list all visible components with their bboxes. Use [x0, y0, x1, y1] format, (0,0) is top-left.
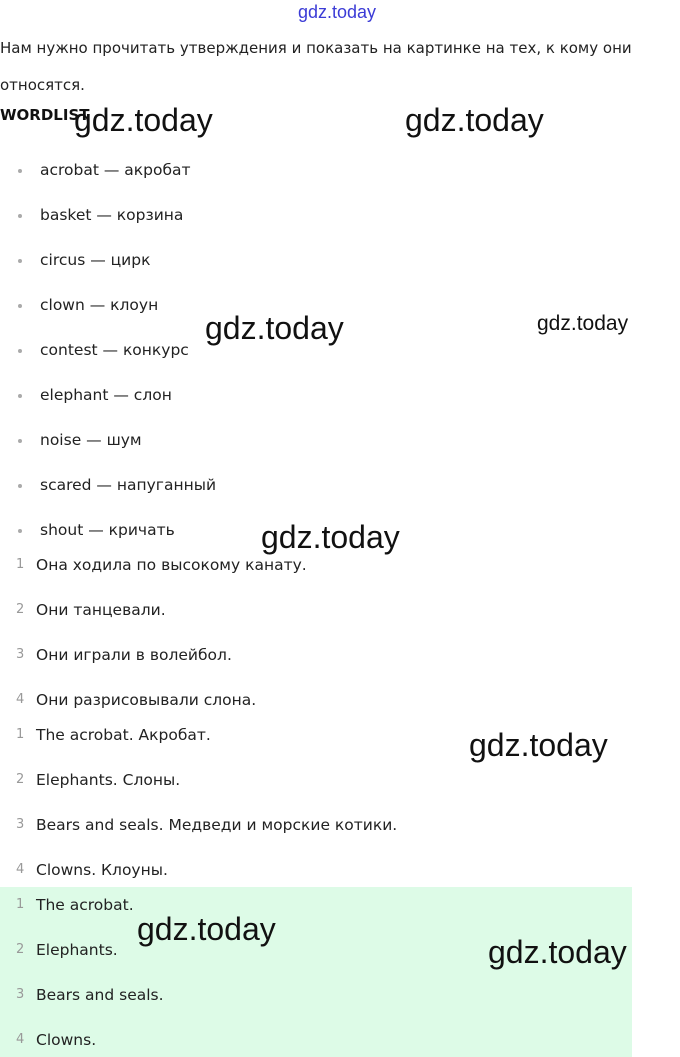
watermark: gdz.today — [537, 312, 629, 335]
watermark: gdz.today — [261, 519, 400, 555]
bullet-icon — [18, 214, 22, 218]
bullet-icon — [18, 439, 22, 443]
bullet-icon — [18, 484, 22, 488]
bullet-icon — [18, 169, 22, 173]
bullet-icon — [18, 304, 22, 308]
watermark: gdz.today — [469, 727, 608, 763]
watermark: gdz.today — [405, 102, 544, 138]
watermark: gdz.today — [298, 2, 377, 22]
intro-text — [0, 30, 680, 104]
bullet-icon — [18, 394, 22, 398]
intro-line-1: Нам нужно прочитать утверждения и показать на картинке на тех, к кому они — [0, 39, 632, 57]
intro-line-2: относятся. — [0, 76, 85, 94]
bullet-icon — [18, 259, 22, 263]
wordlist-title: WORDLIST — [0, 106, 90, 124]
bullet-icon — [18, 529, 22, 533]
watermark: gdz.today — [205, 310, 344, 346]
bullet-icon — [18, 349, 22, 353]
watermark: gdz.today — [137, 911, 276, 947]
watermark: gdz.today — [74, 102, 213, 138]
watermark: gdz.today — [488, 934, 627, 970]
